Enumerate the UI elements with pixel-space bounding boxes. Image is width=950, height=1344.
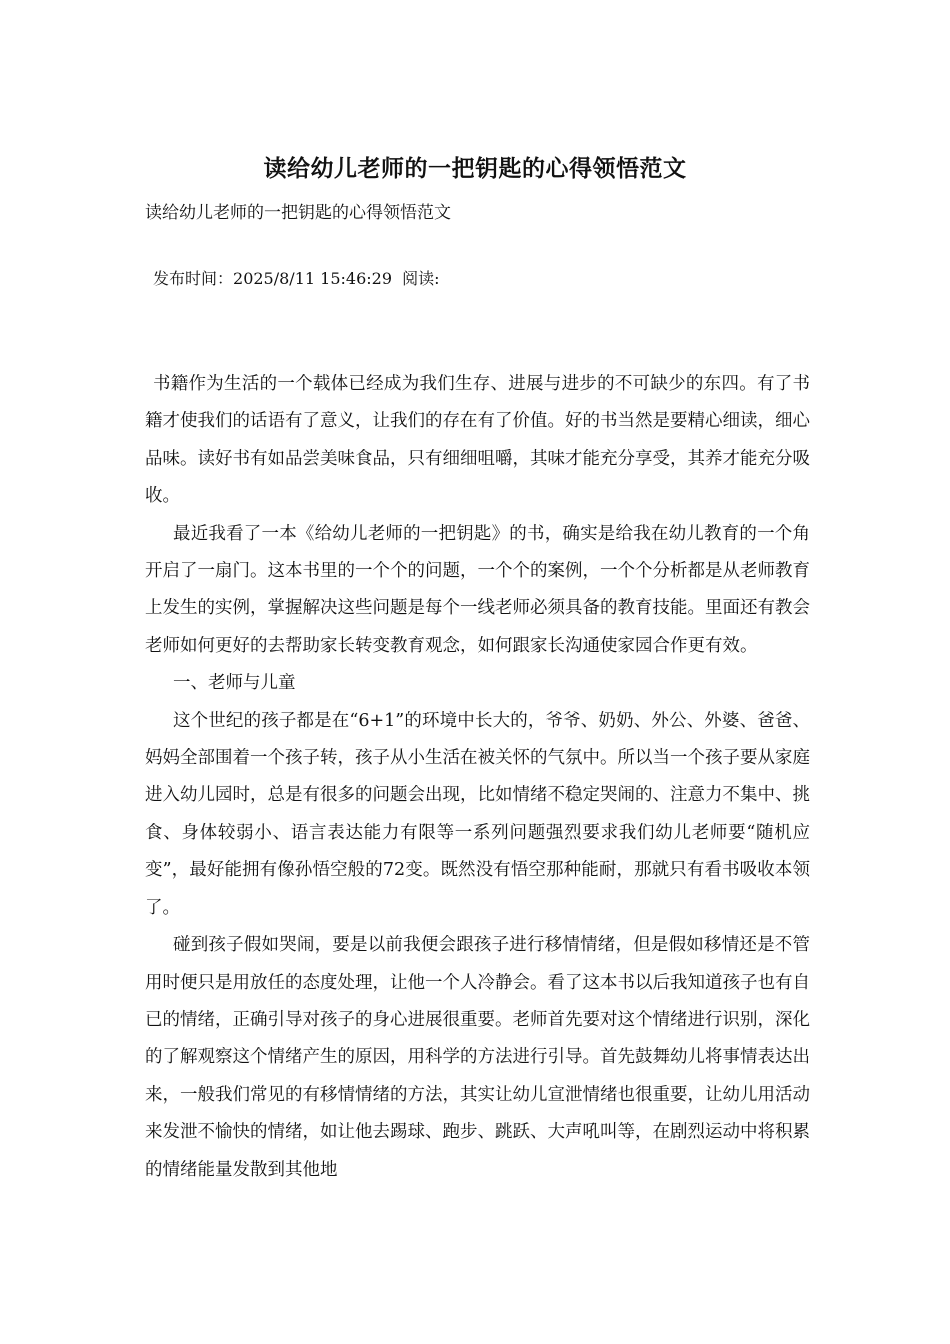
document-title: 读给幼儿老师的一把钥匙的心得领悟范文	[263, 155, 687, 182]
paragraph: 碰到孩子假如哭闹，要是以前我便会跟孩子进行移情情绪，但是假如移情还是不管用时便只是用放任的态度处理，让他一个人冷静会。看了这本书以后我知道孩子也有自已的情绪，正确引导对孩子的身心进展很重要。老师首先要对这个情绪进行识别，深化的了解观察这个情绪产生的原因，用科学的方法进行引导。首先鼓舞幼儿将事情表达出来，一般我们常见的有移情情绪的方法，其实让幼儿宣泄情绪也很重要，让幼儿用活动来发泄不愉快的情绪，如让他去踢球、跑步、跳跃、大声吼叫等，在剧烈运动中将积累的情绪能量发散到其他地	[145, 935, 810, 1180]
read-label: 阅读:	[402, 269, 440, 288]
article-body	[145, 366, 810, 1189]
document-subtitle: 读给幼儿老师的一把钥匙的心得领悟范文	[145, 203, 451, 223]
section-heading: 一、老师与儿童	[173, 673, 296, 694]
paragraph: 最近我看了一本《给幼儿老师的一把钥匙》的书，确实是给我在幼儿教育的一个角开启了一扇门。这本书里的一个个的问题，一个个的案例，一个个分析都是从老师教育上发生的实例，掌握解决这些问题是每个一线老师必须具备的教育技能。里面还有教会老师如何更好的去帮助家长转变教育观念，如何跟家长沟通使家园合作更有效。	[145, 523, 810, 656]
paragraph: 这个世纪的孩子都是在“6+1”的环境中长大的，爷爷、奶奶、外公、外婆、爸爸、妈妈全部围着一个孩子转，孩子从小生活在被关怀的气氛中。所以当一个孩子要从家庭进入幼儿园时，总是有很多的问题会出现，比如情绪不稳定哭闹的、注意力不集中、挑食、身体较弱小、语言表达能力有限等一系列问题强烈要求我们幼儿老师要“随机应变”，最好能拥有像孙悟空般的72变。既然没有悟空那种能耐，那就只有看书吸收本领了。	[145, 710, 810, 918]
publish-meta	[153, 265, 440, 293]
published-value: 2025/8/11 15:46:29	[233, 269, 392, 288]
published-label: 发布时间：	[153, 269, 234, 288]
paragraph: 书籍作为生活的一个载体已经成为我们生存、进展与进步的不可缺少的东四。有了书籍才使我们的话语有了意义，让我们的存在有了价值。好的书当然是要精心细读，细心品味。读好书有如品尝美味食品，只有细细咀嚼，其味才能充分享受，其养才能充分吸收。	[145, 374, 810, 507]
